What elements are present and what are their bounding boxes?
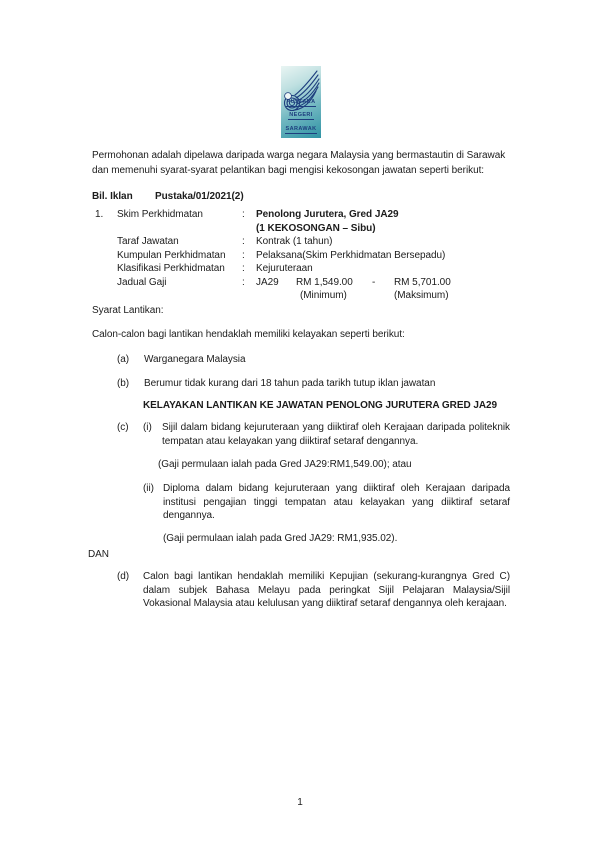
requirement-c-i-label: (i): [143, 422, 152, 433]
pustaka-logo: [281, 66, 321, 138]
requirement-c-label: (c): [117, 422, 129, 433]
job-label: Skim Perkhidmatan: [117, 209, 203, 220]
salary-schedule: JA29 RM 1,549.00 - RM 5,701.00 (Minimum) (Maksimum): [256, 276, 451, 301]
logo-wordmark: [281, 94, 321, 135]
advert-number: Pustaka/01/2021(2): [155, 191, 244, 202]
requirement-d-text: Calon bagi lantikan hendaklah memiliki Kepujian (sekurang-kurangnya Gred C) dalam subjek Bahasa Melayu pada peringkat Sijil Pelajaran Malaysia/Sijil Vokasional Malaysia atau kelulusan yang diiktiraf setaraf dengannya oleh kerajaan.: [143, 571, 510, 609]
logo-text-line: PUSTAKA: [286, 98, 316, 105]
dan-conjunction: DAN: [88, 549, 109, 560]
requirement-a: [117, 353, 517, 367]
job-value: Kejuruteraan: [256, 263, 313, 274]
job-row-klasifikasi: Klasifikasi Perkhidmatan : Kejuruteraan: [92, 262, 522, 276]
job-details-table: [92, 208, 522, 303]
salary-max: RM 5,701.00: [394, 276, 451, 288]
job-label: Taraf Jawatan: [117, 236, 179, 247]
requirement-c-ii-label: (ii): [143, 483, 154, 494]
requirement-c-i-salary-note: (Gaji permulaan ialah pada Gred JA29:RM1,549.00); atau: [158, 459, 412, 470]
salary-max-note: (Maksimum): [394, 290, 449, 301]
requirement-d-label: (d): [117, 571, 130, 582]
job-value: Penolong Jurutera, Gred JA29 (1 KEKOSONGAN – Sibu): [256, 209, 399, 234]
logo-text-line: SARAWAK: [285, 125, 317, 132]
requirement-b: [117, 377, 517, 391]
advert-number-row: [92, 190, 244, 204]
job-row-kumpulan: Kumpulan Perkhidmatan : Pelaksana(Skim Perkhidmatan Bersepadu): [92, 249, 522, 263]
job-row-gaji: Jadual Gaji : JA29 RM 1,549.00 - RM 5,701.00 (Minimum) (Maksimum): [92, 276, 522, 303]
job-label: Kumpulan Perkhidmatan: [117, 249, 226, 261]
kelayakan-heading: KELAYAKAN LANTIKAN KE JAWATAN PENOLONG JURUTERA GRED JA29: [143, 400, 498, 411]
requirement-a-text: Warganegara Malaysia: [144, 354, 246, 365]
page-number: 1: [297, 797, 303, 808]
logo-text-line: NEGERI: [289, 112, 313, 118]
job-value: Kontrak (1 tahun): [256, 236, 333, 247]
requirement-b-label: (b): [117, 378, 130, 389]
requirement-b-text: Berumur tidak kurang dari 18 tahun pada tarikh tutup iklan jawatan: [144, 378, 436, 389]
requirement-c-i-text: Sijil dalam bidang kejuruteraan yang diiktiraf oleh Kerajaan daripada politeknik tempatan atau kelayakan yang diiktiraf setaraf dengannya.: [162, 422, 510, 447]
job-label: Jadual Gaji: [117, 276, 167, 288]
job-row-taraf: Taraf Jawatan : Kontrak (1 tahun): [92, 235, 522, 249]
syarat-intro: Calon-calon bagi lantikan hendaklah memiliki kelayakan seperti berikut:: [92, 329, 405, 340]
salary-min-note: (Minimum): [300, 290, 347, 301]
job-index: 1.: [95, 209, 104, 220]
job-row-skim: 1. Skim Perkhidmatan : Penolong Jurutera, Gred JA29 (1 KEKOSONGAN – Sibu): [92, 208, 522, 235]
salary-min: RM 1,549.00: [296, 276, 353, 288]
advert-label: Bil. Iklan: [92, 191, 133, 202]
intro-paragraph: Permohonan adalah dipelawa daripada warga negara Malaysia yang bermastautin di Sarawak dan memenuhi syarat-syarat pelantikan bagi mengisi kekosongan jawatan seperti berikut:: [92, 150, 506, 176]
requirement-c-ii-text: Diploma dalam bidang kejuruteraan yang diiktiraf oleh Kerajaan daripada institusi pengajian tinggi tempatan atau kelayakan yang diiktiraf setaraf dengannya.: [163, 483, 510, 521]
job-label: Klasifikasi Perkhidmatan: [117, 263, 225, 274]
syarat-heading: Syarat Lantikan:: [92, 305, 164, 316]
requirement-c-ii-salary-note: (Gaji permulaan ialah pada Gred JA29: RM1,935.02).: [163, 533, 398, 544]
salary-grade: JA29: [256, 276, 279, 288]
job-value: Pelaksana(Skim Perkhidmatan Bersepadu): [256, 249, 446, 261]
requirement-a-label: (a): [117, 354, 130, 365]
